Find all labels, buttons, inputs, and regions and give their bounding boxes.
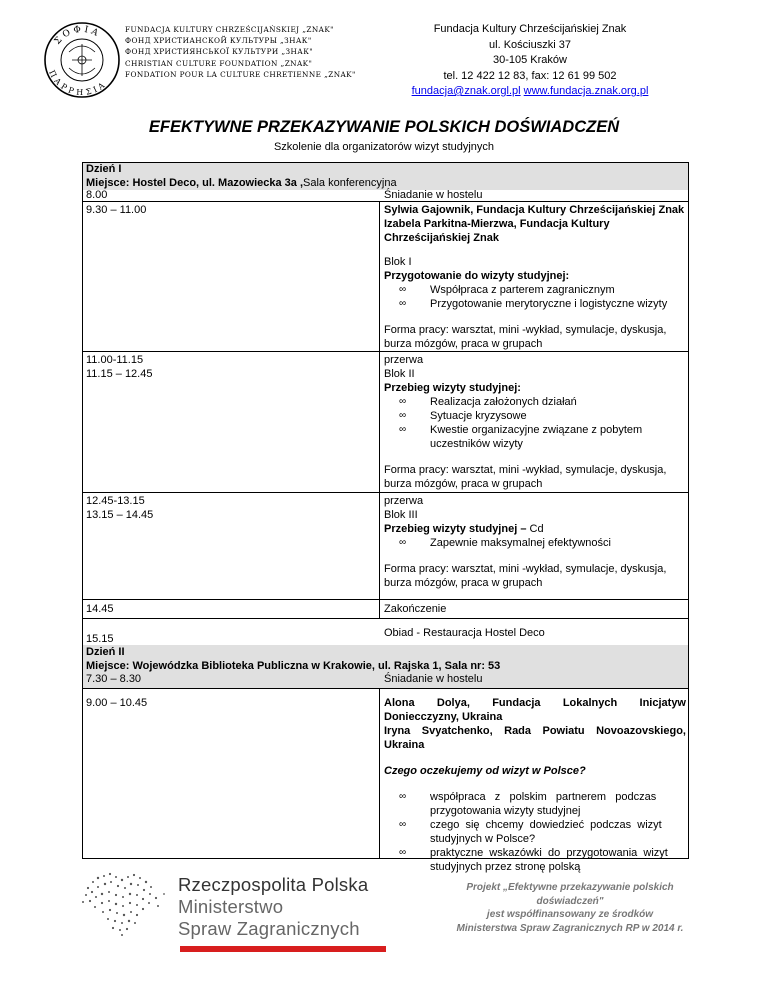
time-9-30: 9.30 – 11.00 <box>86 204 147 216</box>
note-line: jest współfinansowany ze środków <box>486 909 654 920</box>
day1-place: Miejsce: Hostel Deco, ul. Mazowiecka 3a ,Sala konferencyjna <box>86 177 397 189</box>
seal-text-top: ΣΟΦΙΑ <box>52 24 103 47</box>
contact-street: ul. Kościuszki 37 <box>489 38 571 51</box>
note-line: Ministerstwa Spraw Zagranicznych RP w 2014 r. <box>456 922 684 934</box>
mfa-line-1: Rzeczpospolita Polska <box>178 874 369 895</box>
bullet-icon: ∞ <box>399 424 407 435</box>
list-item: ∞ współpraca z polskim partnerem podczas przygotowania wizyty studyjnej <box>399 791 657 817</box>
day2-session-cell <box>384 696 686 874</box>
bullet-icon: ∞ <box>399 298 407 309</box>
day2-speaker-1: Alona Dolya, Fundacja Lokalnych Inicjatyw <box>384 697 686 709</box>
list-item: ∞ praktyczne wskazówki do przygotowania wizyt studyjnych przez stronę polską <box>399 847 668 873</box>
time-7-30: 7.30 – 8.30 <box>86 673 142 685</box>
list-item: ∞ Współpraca z parterem zagranicznym <box>399 284 615 296</box>
contact-email-link[interactable]: fundacja@znak.orgl.pl <box>411 85 521 97</box>
block3-work-form: Forma pracy: warsztat, mini -wykład, symulacje, dyskusja, <box>384 563 667 575</box>
block1-title: Przygotowanie do wizyty studyjnej: <box>384 270 570 282</box>
block1-cell <box>384 203 686 351</box>
block1-label: Blok I <box>384 256 412 268</box>
list-item: ∞ czego się chcemy dowiedzieć podczas wizyt studyjnych w Polsce? <box>399 819 662 845</box>
block3-label: Blok III <box>384 509 418 521</box>
time-14-45: 14.45 <box>86 603 114 615</box>
mfa-red-bar <box>180 946 386 952</box>
list-item: ∞ Zapewnie maksymalnej efektywności <box>399 537 611 549</box>
block1-work-form: Forma pracy: warsztat, mini -wykład, symulacje, dyskusja, <box>384 324 667 336</box>
day2-question: Czego oczekujemy od wizyt w Polsce? <box>384 765 586 777</box>
foundation-names <box>125 24 425 80</box>
time-15-15: 15.15 <box>86 633 114 645</box>
mfa-logo <box>78 868 369 941</box>
day2-speaker-2-cont: Ukraina <box>384 739 425 751</box>
day2-speaker-2: Iryna Svyatchenko, Rada Powiatu Novoazovskiego, <box>384 725 686 737</box>
foundation-seal-icon <box>42 20 122 100</box>
day2-label: Dzień II <box>86 646 125 658</box>
contact-phone: tel. 12 422 12 83, fax: 12 61 99 502 <box>443 69 617 82</box>
block2-title: Przebieg wizyty studyjnej: <box>384 382 521 394</box>
day1-lunch: Obiad - Restauracja Hostel Deco <box>384 627 545 639</box>
mfa-line-2: Ministerstwo <box>178 896 284 917</box>
org-name-fr: FONDATION POUR LA CULTURE CHRETIENNE „ZNAK" <box>125 69 356 79</box>
contact-name: Fundacja Kultury Chrześcijańskiej Znak <box>433 23 627 35</box>
day1-breakfast: Śniadanie w hostelu <box>384 189 483 201</box>
org-name-ru: ФОНД ХРИСТИАНСКОЙ КУЛЬТУРЫ „ЗНАК" <box>125 36 312 46</box>
block2-cell <box>384 353 686 491</box>
block3-cell <box>384 494 686 590</box>
block2-work-form: Forma pracy: warsztat, mini -wykład, symulacje, dyskusja, <box>384 464 667 476</box>
time-8-00: 8.00 <box>86 189 108 201</box>
org-name-en: CHRISTIAN CULTURE FOUNDATION „ZNAK" <box>125 58 313 68</box>
bullet-icon: ∞ <box>399 537 407 548</box>
day2-place: Miejsce: Wojewódzka Biblioteka Publiczna w Krakowie, ul. Rajska 1, Sala nr: 53 <box>86 660 501 672</box>
block1-speaker-1: Sylwia Gajownik, Fundacja Kultury Chrześcijańskiej Znak <box>384 204 685 216</box>
break-2: przerwa <box>384 495 424 507</box>
block3-title: Przebieg wizyty studyjnej – Cd <box>384 523 544 535</box>
time-11-00: 11.00-11.15 <box>86 354 144 366</box>
contact-city: 30-105 Kraków <box>493 54 567 66</box>
bullet-icon: ∞ <box>399 284 407 295</box>
org-name-ua: ФОНД ХРИСТИЯНСЬКОЇ КУЛЬТУРИ „ЗНАК" <box>125 47 314 57</box>
page-title: EFEKTYWNE PRZEKAZYWANIE POLSKICH DOŚWIADCZEŃ <box>148 118 620 136</box>
block2-work-form-cont: burza mózgów, praca w grupach <box>384 478 543 490</box>
bullet-icon: ∞ <box>399 819 407 830</box>
time-12-45: 12.45-13.15 <box>86 495 145 507</box>
time-13-15: 13.15 – 14.45 <box>86 509 154 521</box>
list-item: ∞ Sytuacje kryzysowe <box>399 410 527 422</box>
list-item: ∞ Przygotowanie merytoryczne i logistyczne wizyty <box>399 298 668 310</box>
day2-breakfast: Śniadanie w hostelu <box>384 673 483 685</box>
block1-work-form-cont: burza mózgów, praca w grupach <box>384 338 543 350</box>
bullet-icon: ∞ <box>399 410 407 421</box>
note-line: Projekt „Efektywne przekazywanie polskich <box>466 882 674 893</box>
contact-block <box>404 22 656 100</box>
time-9-00: 9.00 – 10.45 <box>86 697 148 709</box>
cofinancing-note <box>440 881 700 935</box>
block1-speaker-2-cont: Chrześcijańskiej Znak <box>384 232 499 244</box>
block2-label: Blok II <box>384 368 415 380</box>
bullet-icon: ∞ <box>399 791 407 802</box>
time-11-15: 11.15 – 12.45 <box>86 368 153 380</box>
bullet-icon: ∞ <box>399 847 407 858</box>
day1-label: Dzień I <box>86 163 122 175</box>
block1-speaker-2: Izabela Parkitna-Mierzwa, Fundacja Kultury <box>384 218 610 230</box>
list-item-cont: uczestników wizyty <box>430 438 523 450</box>
block3-work-form-cont: burza mózgów, praca w grupach <box>384 577 543 589</box>
break-1: przerwa <box>384 354 424 366</box>
org-name-pl: FUNDACJA KULTURY CHRZEŚCIJAŃSKIEJ „ZNAK" <box>125 25 334 34</box>
seal-text-bottom: ΠΑΡΡΗΣΙΑ <box>47 68 108 98</box>
contact-website-link[interactable]: www.fundacja.znak.org.pl <box>523 85 649 97</box>
list-item: ∞ Kwestie organizacyjne związane z pobytem <box>399 424 643 436</box>
day1-end: Zakończenie <box>384 603 447 615</box>
note-line: doświadczeń" <box>536 895 604 907</box>
day2-speaker-1-cont: Doniecczyzny, Ukraina <box>384 711 503 723</box>
eagle-dots-icon <box>78 868 173 938</box>
mfa-name <box>178 874 408 940</box>
list-item: ∞ Realizacja założonych działań <box>399 396 577 408</box>
page-subtitle: Szkolenie dla organizatorów wizyt studyjnych <box>273 141 495 153</box>
mfa-line-3: Spraw Zagranicznych <box>178 918 360 939</box>
bullet-icon: ∞ <box>399 396 407 407</box>
